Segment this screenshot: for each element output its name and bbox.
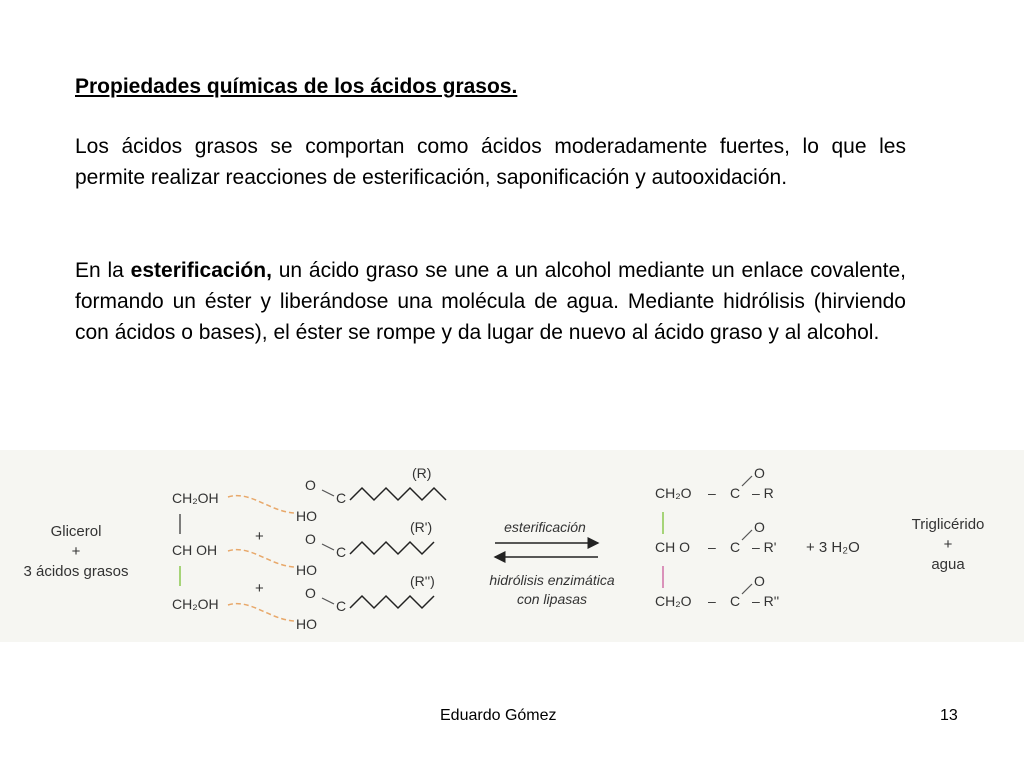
carbon-3: C [336,598,347,614]
fatty-acid-2 [296,519,434,578]
water-term: + 3 H₂O [806,539,860,556]
product-oxygen-1: O [754,465,765,481]
hydroxyl-3: HO [296,616,317,632]
oxygen-3: O [305,585,316,601]
reaction-scheme [0,450,1024,642]
slide-title: Propiedades químicas de los ácidos grasos. [75,75,518,98]
product-row2-c: C [730,539,741,555]
paragraph-lead: En la [75,259,131,282]
hydroxyl-1: HO [296,508,317,524]
arrow-label-esterification: esterificación [504,519,586,535]
double-bond-2 [322,544,334,550]
product-oxygen-3: O [754,573,765,589]
carbon-1: C [336,490,347,506]
chain-3 [350,596,434,608]
glycerol-ch2oh-bottom: CH₂OH [172,596,219,612]
triglyceride [655,465,779,609]
product-row3-r: – R'' [752,593,780,609]
product-double-bond-2 [742,530,752,540]
product-row3-c: C [730,593,741,609]
esterification-diagram [0,450,1024,642]
product-plus: + [943,536,953,553]
arrow-label-lipases: con lipasas [516,591,588,607]
product-row3-left: CH₂O [655,593,692,609]
product-double-bond-1 [742,476,752,486]
product-row2-left: CH O [655,539,690,555]
dashed-bond-2 [228,550,295,567]
fatty-acid-3 [296,573,435,632]
product-water-label: agua [931,556,965,573]
product-row1-c: C [730,485,741,501]
r-group-3: (R'') [410,573,435,589]
plus-1: + [255,528,264,545]
reactant-glycerol-label: Glicerol [50,523,102,540]
arrow-label-hydrolysis: hidrólisis enzimática [489,572,615,588]
chain-2 [350,542,434,554]
product-row1-r: – R [752,485,774,501]
glycerol-ch2oh-top: CH₂OH [172,490,219,506]
r-group-1: (R) [412,465,432,481]
dashed-bond-1 [228,496,295,513]
oxygen-1: O [305,477,316,493]
fatty-acid-1 [296,465,446,524]
product-row1-dash: – [708,485,716,501]
product-oxygen-2: O [754,519,765,535]
r-group-2: (R') [410,519,433,535]
reactant-plus: + [71,543,81,560]
paragraph-esterification [75,255,906,348]
product-row2-dash: – [708,539,716,555]
product-row2-r: – R' [752,539,777,555]
double-bond-3 [322,598,334,604]
plus-2: + [255,580,264,597]
page-number: 13 [940,707,958,724]
product-triglyceride-label: Triglicérido [911,516,985,533]
oxygen-2: O [305,531,316,547]
footer-author: Eduardo Gómez [440,707,557,724]
paragraph-rest: un ácido graso se une a un alcohol mediante un enlace covalente, formando un éster y liberándose una molécula de agua. Mediante hidrólisis (hirviendo con ácidos o bases), el éster se rompe y da lugar de nuevo al ácido graso y al alcohol. [75,259,906,344]
carbon-2: C [336,544,347,560]
reactant-fatty-acids-label: 3 ácidos grasos [23,563,129,580]
hydroxyl-2: HO [296,562,317,578]
product-row3-dash: – [708,593,716,609]
product-row1-left: CH₂O [655,485,692,501]
glycerol-choh: CH OH [172,542,218,558]
chain-1 [350,488,446,500]
product-double-bond-3 [742,584,752,594]
paragraph-intro: Los ácidos grasos se comportan como ácidos moderadamente fuertes, lo que les permite realizar reacciones de esterificación, saponificación y autooxidación. [75,135,906,189]
esterification-term: esterificación, [130,259,272,282]
dashed-bond-3 [228,604,295,621]
double-bond-1 [322,490,334,496]
